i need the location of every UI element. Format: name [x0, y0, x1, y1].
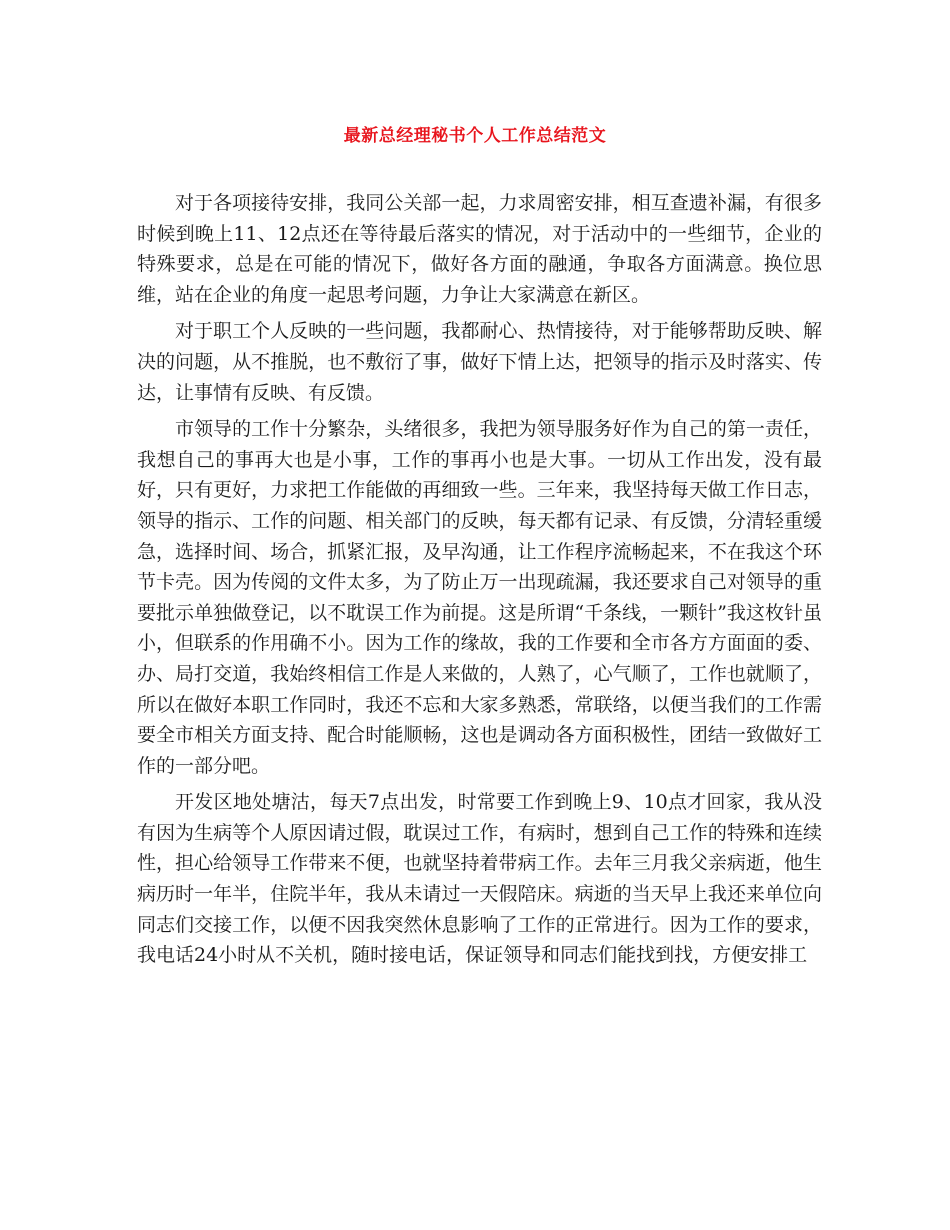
paragraph-staff-issues: 对于职工个人反映的一些问题，我都耐心、热情接待，对于能够帮助反映、解决的问题，从不推脱，也不敷衍了事，做好下情上达，把领导的指示及时落实、传达，让事情有反映、有反馈。 [137, 320, 822, 404]
paragraph-reception: 对于各项接待安排，我同公关部一起，力求周密安排，相互查遗补漏，有很多时候到晚上11、12点还在等待最后落实的情况，对于活动中的一些细节，企业的特殊要求，总是在可能的情况下，做好各方面的融通，争取各方面满意。换位思维，站在企业的角度一起思考问题，力争让大家满意在新区。 [137, 192, 822, 306]
paragraph-leader-service: 市领导的工作十分繁杂，头绪很多，我把为领导服务好作为自己的第一责任，我想自己的事再大也是小事，工作的事再小也是大事。一切从工作出发，没有最好，只有更好，力求把工作能做的再细致一些。三年来，我坚持每天做工作日志，领导的指示、工作的问题、相关部门的反映，每天都有记录、有反馈，分清轻重缓急，选择时间、场合，抓紧汇报，及早沟通，让工作程序流畅起来，不在我这个环节卡壳。因为传阅的文件太多，为了防止万一出现疏漏，我还要求自己对领导的重要批示单独做登记，以不耽误工作为前提。这是所谓“千条线，一颗针”我这枚针虽小，但联系的作用确不小。因为工作的缘故，我的工作要和全市各方方面面的委、办、局打交道，我始终相信工作是人来做的，人熟了，心气顺了，工作也就顺了，所以在做好本职工作同时，我还不忘和大家多熟悉，常联络，以便当我们的工作需要全市相关方面支持、配合时能顺畅，这也是调动各方面积极性，团结一致做好工作的一部分吧。 [137, 418, 822, 777]
document-title: 最新总经理秘书个人工作总结范文 [343, 126, 607, 146]
paragraph-dedication: 开发区地处塘沽，每天7点出发，时常要工作到晚上9、10点才回家，我从没有因为生病等个人原因请过假，耽误过工作，有病时，想到自己工作的特殊和连续性，担心给领导工作带来不便，也就坚持着带病工作。去年三月我父亲病逝，他生病历时一年半，住院半年，我从未请过一天假陪床。病逝的当天早上我还来单位向同志们交接工作，以便不因我突然休息影响了工作的正常进行。因为工作的要求，我电话24小时从不关机，随时接电话，保证领导和同志们能找到找，方便安排工 [137, 791, 822, 967]
document-body [137, 188, 822, 977]
